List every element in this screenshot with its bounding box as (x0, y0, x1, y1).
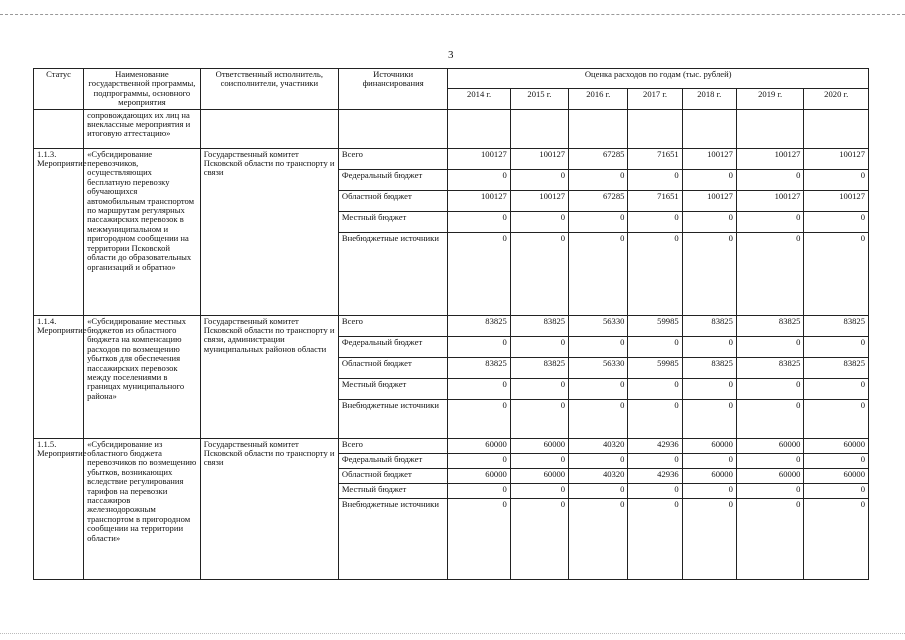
amount-cell: 0 (510, 399, 568, 438)
amount-cell: 0 (628, 399, 682, 438)
amount-cell: 0 (569, 336, 628, 357)
amount-cell: 83825 (682, 315, 736, 336)
amount-cell: 0 (628, 378, 682, 399)
amount-cell: 0 (628, 453, 682, 468)
col-sources-header: Источники финансирования (338, 69, 447, 110)
amount-cell: 0 (736, 336, 804, 357)
amount-cell: 0 (510, 453, 568, 468)
amount-cell: 100127 (804, 190, 869, 211)
amount-cell: 67285 (569, 148, 628, 169)
amount-cell: 0 (628, 498, 682, 579)
amount-cell: 59985 (628, 315, 682, 336)
amount-cell: 0 (569, 378, 628, 399)
amount-cell: 0 (448, 483, 510, 498)
amount-cell: 40320 (569, 468, 628, 483)
amount-cell: 100127 (682, 148, 736, 169)
year-header: 2017 г. (628, 89, 682, 109)
amount-cell: 56330 (569, 357, 628, 378)
source-label: Внебюджетные источники (338, 232, 447, 315)
amount-cell: 0 (804, 232, 869, 315)
item-name: «Субсидирование перевозчиков, осуществляющих бесплатную перевозку обучающихся автомобильным транспортом по маршрутам регулярных пассажирских перевозок в межмуниципальном и пригородном сообщении на территории Псковской области до образовательных организаций и обратно» (84, 148, 201, 315)
header-row (34, 69, 869, 89)
item-name: «Субсидирование из областного бюджета перевозчиков по возмещению убытков, возникающих вследствие регулирования тарифов на перевозки пассажиров железнодорожным транспортом в пригородном сообщении на территории области» (84, 438, 201, 579)
amount-cell: 100127 (510, 148, 568, 169)
amount-cell: 0 (628, 336, 682, 357)
amount-cell: 60000 (736, 438, 804, 453)
amount-cell: 0 (569, 399, 628, 438)
source-label: Внебюджетные источники (338, 399, 447, 438)
amount-cell: 0 (448, 498, 510, 579)
source-label: Местный бюджет (338, 378, 447, 399)
source-label: Внебюджетные источники (338, 498, 447, 579)
amount-cell: 0 (736, 378, 804, 399)
col-executor-header: Ответственный исполнитель, соисполнители, участники (200, 69, 338, 110)
amount-cell: 0 (569, 498, 628, 579)
amount-cell: 71651 (628, 148, 682, 169)
item-row (34, 315, 869, 336)
amount-cell: 59985 (628, 357, 682, 378)
amount-cell: 60000 (682, 438, 736, 453)
amount-cell: 0 (569, 169, 628, 190)
scan-edge-bottom (0, 633, 905, 640)
year-header: 2016 г. (569, 89, 628, 109)
amount-cell: 0 (736, 211, 804, 232)
amount-cell: 0 (569, 211, 628, 232)
amount-cell: 0 (682, 399, 736, 438)
source-label: Федеральный бюджет (338, 336, 447, 357)
amount-cell: 0 (448, 453, 510, 468)
amount-cell: 0 (448, 399, 510, 438)
amount-cell: 0 (510, 498, 568, 579)
page-number: 3 (448, 49, 454, 61)
expenditure-table (33, 68, 869, 580)
amount-cell: 60000 (804, 438, 869, 453)
amount-cell: 0 (510, 232, 568, 315)
amount-cell: 0 (569, 483, 628, 498)
col-status-header: Статус (34, 69, 84, 110)
amount-cell: 60000 (682, 468, 736, 483)
continuation-text: сопровождающих их лиц на внеклассные мероприятия и итоговую аттестацию» (84, 109, 201, 148)
source-label: Всего (338, 148, 447, 169)
source-label: Местный бюджет (338, 483, 447, 498)
continuation-row (34, 109, 869, 148)
amount-cell: 83825 (736, 315, 804, 336)
source-label: Федеральный бюджет (338, 169, 447, 190)
amount-cell: 0 (804, 453, 869, 468)
source-label: Всего (338, 315, 447, 336)
scan-edge-top (0, 0, 905, 15)
amount-cell: 0 (804, 336, 869, 357)
amount-cell: 0 (448, 211, 510, 232)
amount-cell: 67285 (569, 190, 628, 211)
amount-cell: 100127 (510, 190, 568, 211)
amount-cell: 0 (628, 169, 682, 190)
amount-cell: 0 (682, 211, 736, 232)
amount-cell: 0 (682, 483, 736, 498)
amount-cell: 0 (736, 498, 804, 579)
amount-cell: 0 (510, 378, 568, 399)
item-status: 1.1.5. Мероприятие (34, 438, 84, 579)
amount-cell: 60000 (510, 438, 568, 453)
item-name: «Субсидирование местных бюджетов из областного бюджета на компенсацию расходов по возмещению убытков для обеспечения пассажирских перевозок между поселениями в границах муниципального района» (84, 315, 201, 438)
amount-cell: 100127 (448, 148, 510, 169)
amount-cell: 0 (804, 211, 869, 232)
year-header: 2020 г. (804, 89, 869, 109)
amount-cell: 0 (510, 211, 568, 232)
amount-cell: 0 (736, 232, 804, 315)
amount-cell: 100127 (736, 190, 804, 211)
source-label: Областной бюджет (338, 190, 447, 211)
amount-cell: 0 (628, 232, 682, 315)
year-header: 2014 г. (448, 89, 510, 109)
item-row (34, 438, 869, 453)
amount-cell: 0 (804, 378, 869, 399)
amount-cell: 83825 (510, 357, 568, 378)
source-label: Федеральный бюджет (338, 453, 447, 468)
amount-cell: 0 (510, 336, 568, 357)
col-estimate-header: Оценка расходов по годам (тыс. рублей) (448, 69, 869, 89)
amount-cell: 42936 (628, 438, 682, 453)
item-executor: Государственный комитет Псковской области по транспорту и связи (200, 148, 338, 315)
amount-cell: 0 (569, 232, 628, 315)
amount-cell: 100127 (448, 190, 510, 211)
amount-cell: 60000 (736, 468, 804, 483)
year-header: 2018 г. (682, 89, 736, 109)
source-label: Местный бюджет (338, 211, 447, 232)
item-status: 1.1.3. Мероприятие (34, 148, 84, 315)
amount-cell: 56330 (569, 315, 628, 336)
amount-cell: 60000 (448, 438, 510, 453)
amount-cell: 100127 (804, 148, 869, 169)
amount-cell: 0 (804, 483, 869, 498)
amount-cell: 0 (448, 169, 510, 190)
amount-cell: 0 (682, 232, 736, 315)
amount-cell: 0 (448, 336, 510, 357)
amount-cell: 0 (736, 399, 804, 438)
amount-cell: 83825 (448, 357, 510, 378)
amount-cell: 0 (448, 232, 510, 315)
amount-cell: 83825 (804, 315, 869, 336)
amount-cell: 83825 (682, 357, 736, 378)
amount-cell: 0 (804, 498, 869, 579)
amount-cell: 83825 (804, 357, 869, 378)
amount-cell: 0 (736, 453, 804, 468)
amount-cell: 0 (448, 378, 510, 399)
amount-cell: 0 (682, 336, 736, 357)
amount-cell: 0 (682, 453, 736, 468)
source-label: Областной бюджет (338, 468, 447, 483)
amount-cell: 0 (682, 169, 736, 190)
amount-cell: 0 (510, 169, 568, 190)
amount-cell: 0 (628, 211, 682, 232)
amount-cell: 60000 (510, 468, 568, 483)
amount-cell: 83825 (448, 315, 510, 336)
year-header: 2015 г. (510, 89, 568, 109)
amount-cell: 100127 (682, 190, 736, 211)
amount-cell: 60000 (804, 468, 869, 483)
item-status: 1.1.4. Мероприятие (34, 315, 84, 438)
year-header: 2019 г. (736, 89, 804, 109)
amount-cell: 0 (510, 483, 568, 498)
amount-cell: 60000 (448, 468, 510, 483)
amount-cell: 83825 (510, 315, 568, 336)
amount-cell: 0 (682, 378, 736, 399)
amount-cell: 83825 (736, 357, 804, 378)
amount-cell: 0 (804, 169, 869, 190)
amount-cell: 0 (569, 453, 628, 468)
amount-cell: 40320 (569, 438, 628, 453)
item-row (34, 148, 869, 169)
amount-cell: 42936 (628, 468, 682, 483)
amount-cell: 0 (628, 483, 682, 498)
col-name-header: Наименование государственной программы, подпрограммы, основного мероприятия (84, 69, 201, 110)
amount-cell: 0 (804, 399, 869, 438)
amount-cell: 71651 (628, 190, 682, 211)
item-executor: Государственный комитет Псковской области по транспорту и связи, администрации муниципальных районов области (200, 315, 338, 438)
item-executor: Государственный комитет Псковской области по транспорту и связи (200, 438, 338, 579)
source-label: Всего (338, 438, 447, 453)
amount-cell: 0 (736, 483, 804, 498)
source-label: Областной бюджет (338, 357, 447, 378)
amount-cell: 0 (736, 169, 804, 190)
amount-cell: 100127 (736, 148, 804, 169)
amount-cell: 0 (682, 498, 736, 579)
